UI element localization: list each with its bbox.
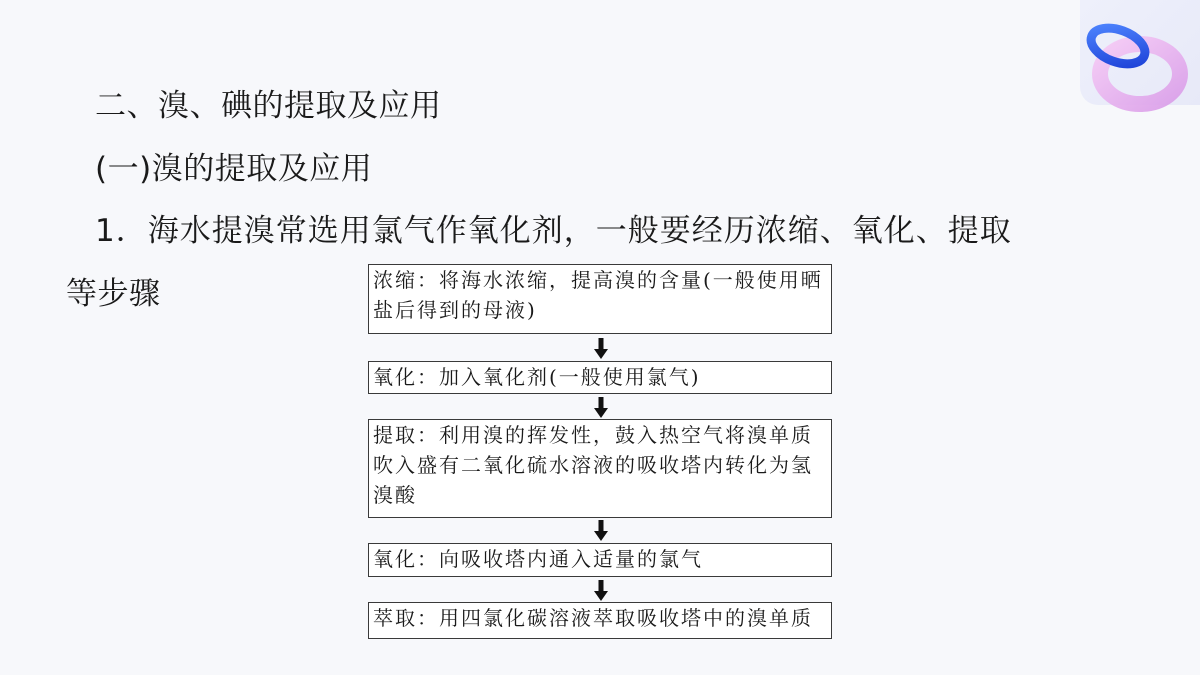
flow-step-extract: 提取：利用溴的挥发性，鼓入热空气将溴单质吹入盛有二氧化硫水溶液的吸收塔内转化为氢溴酸 [368, 419, 832, 518]
flow-step-solvent-extract: 萃取：用四氯化碳溶液萃取吸收塔中的溴单质 [368, 602, 832, 639]
flow-step-oxidize-2: 氧化：向吸收塔内通入适量的氯气 [368, 543, 832, 577]
section-heading: 二、溴、碘的提取及应用 [95, 88, 442, 124]
down-arrow-icon [594, 580, 608, 602]
point-1-text-continued: 等步骤 [66, 276, 161, 312]
flow-step-concentrate: 浓缩：将海水浓缩，提高溴的含量(一般使用晒盐后得到的母液) [368, 264, 832, 334]
flow-step-oxidize-1: 氧化：加入氧化剂(一般使用氯气) [368, 361, 832, 394]
down-arrow-icon [594, 520, 608, 542]
down-arrow-icon [594, 338, 608, 360]
subsection-heading: (一)溴的提取及应用 [95, 151, 373, 187]
point-1-text: 1．海水提溴常选用氯气作氧化剂，一般要经历浓缩、氧化、提取 [95, 213, 1012, 249]
down-arrow-icon [594, 397, 608, 419]
3d-ring-icon [1080, 12, 1190, 112]
